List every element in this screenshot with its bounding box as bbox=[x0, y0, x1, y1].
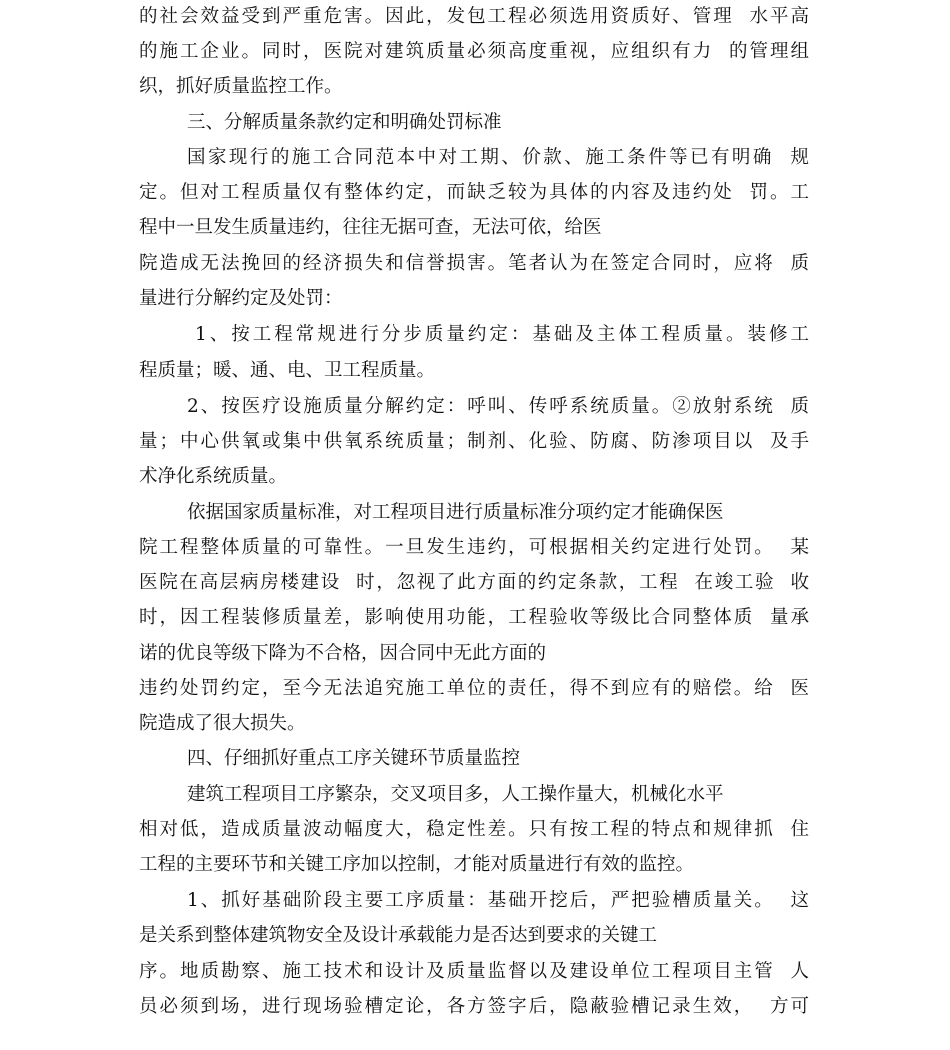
text-line: 1、抓好基础阶段主要工序质量：基础开挖后，严把验槽质量关。 这 bbox=[187, 890, 809, 911]
text-line: 依据国家质量标准，对工程项目进行质量标准分项约定才能确保医 bbox=[187, 502, 724, 523]
text-line: 院造成无法挽回的经济损失和信誉损害。笔者认为在签定合同时，应将 质 bbox=[139, 253, 809, 274]
text-line: 量；中心供氧或集中供氧系统质量；制剂、化验、防腐、防渗项目以 及手 bbox=[139, 431, 809, 452]
text-line: 四、仔细抓好重点工序关键环节质量监控 bbox=[187, 748, 521, 769]
text-line: 量进行分解约定及处罚： bbox=[139, 288, 343, 309]
text-line: 程质量；暖、通、电、卫工程质量。 bbox=[139, 360, 436, 381]
text-line: 程中一旦发生质量违约，往往无据可查，无法可依，给医 bbox=[139, 217, 602, 238]
text-line: 1、按工程常规进行分步质量约定：基础及主体工程质量。装修工 bbox=[195, 324, 809, 345]
text-line: 国家现行的施工合同范本中对工期、价款、施工条件等已有明确 规 bbox=[187, 147, 809, 168]
text-line: 违约处罚约定，至今无法追究施工单位的责任，得不到应有的赔偿。给 医 bbox=[139, 678, 809, 699]
text-line: 院造成了很大损失。 bbox=[139, 713, 306, 734]
text-line: 员必须到场，进行现场验槽定论，各方签字后，隐蔽验槽记录生效， 方可 bbox=[139, 996, 809, 1017]
text-line: 的社会效益受到严重危害。因此，发包工程必须选用资质好、管理 水平高 bbox=[139, 6, 809, 27]
text-line: 三、分解质量条款约定和明确处罚标准 bbox=[187, 112, 502, 133]
text-line: 是关系到整体建筑物安全及设计承载能力是否达到要求的关键工 bbox=[139, 925, 658, 946]
text-line: 诺的优良等级下降为不合格，因合同中无此方面的 bbox=[139, 643, 547, 664]
text-line: 医院在高层病房楼建设 时，忽视了此方面的约定条款，工程 在竣工验 收 bbox=[139, 572, 809, 593]
text-line: 序。地质勘察、施工技术和设计及质量监督以及建设单位工程项目主管 人 bbox=[139, 961, 809, 982]
text-line: 2、按医疗设施质量分解约定：呼叫、传呼系统质量。②放射系统 质 bbox=[187, 396, 809, 417]
text-line: 的施工企业。同时，医院对建筑质量必须高度重视，应组织有力 的管理组 bbox=[139, 41, 809, 62]
text-line: 相对低，造成质量波动幅度大，稳定性差。只有按工程的特点和规律抓 住 bbox=[139, 819, 809, 840]
text-line: 织，抓好质量监控工作。 bbox=[139, 76, 343, 97]
text-line: 工程的主要环节和关键工序加以控制，才能对质量进行有效的监控。 bbox=[139, 854, 695, 875]
text-line: 时，因工程装修质量差，影响使用功能，工程验收等级比合同整体质 量承 bbox=[139, 607, 809, 628]
text-line: 建筑工程项目工序繁杂，交叉项目多，人工操作量大，机械化水平 bbox=[187, 784, 724, 805]
text-line: 术净化系统质量。 bbox=[139, 466, 288, 487]
text-line: 院工程整体质量的可靠性。一旦发生违约，可根据相关约定进行处罚。 某 bbox=[139, 537, 809, 558]
text-line: 定。但对工程质量仅有整体约定，而缺乏较为具体的内容及违约处 罚。工 bbox=[139, 182, 809, 203]
